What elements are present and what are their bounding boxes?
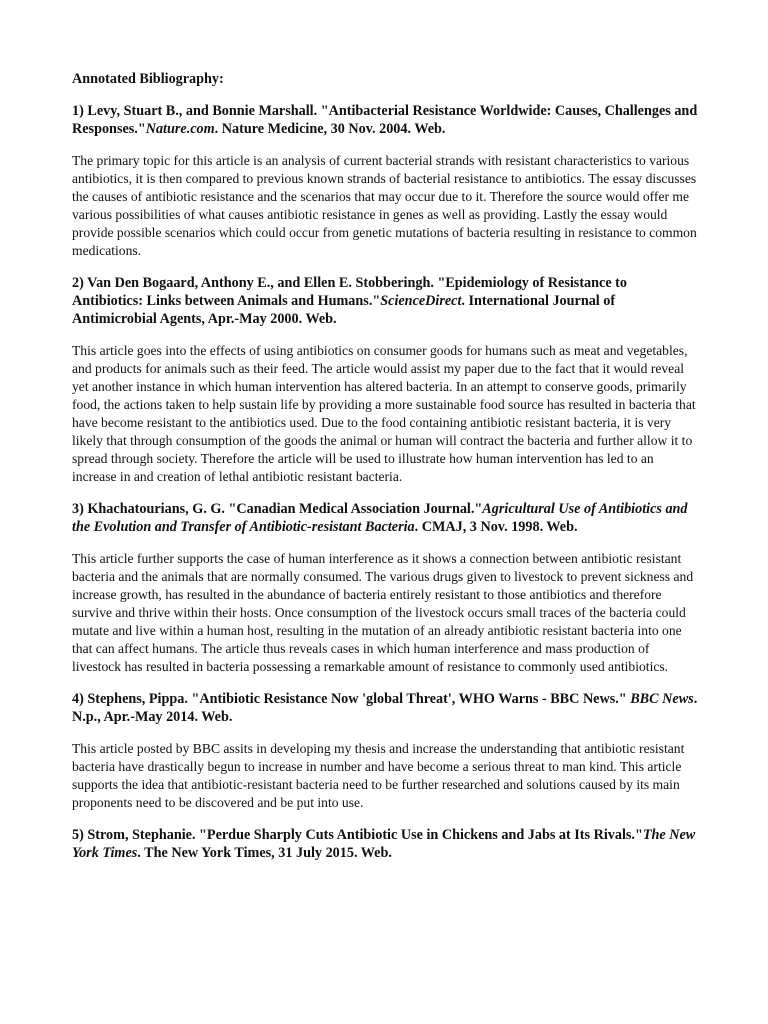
entry-number: 3): [72, 501, 84, 517]
citation: [72, 690, 700, 726]
annotation-paragraph: The primary topic for this article is an analysis of current bacterial strands with resistant characteristics to various antibiotics, it is then compared to previous known strands of bacterial resistance to antibiotics. The essay discusses the causes of antibiotic resistance and the scenarios that may occur due to it. Therefore the source would offer me various possibilities of what causes antibiotic resistance in genes as well as providing. Lastly the essay would provide possible scenarios which could occur from genetic mutations of bacteria resulting in resistance to common medications.: [72, 153, 697, 258]
entry-number: 4): [72, 691, 84, 707]
citation-text: Stephens, Pippa. "Antibiotic Resistance Now 'global Threat', WHO Warns - BBC News.": [87, 691, 631, 707]
annotation-paragraph: This article further supports the case of human interference as it shows a connection between antibiotic resistant bacteria and the animals that are normally consumed. The various drugs given to livestock to prevent sickness and increase growth, has resulted in the abundance of bacteria entirely resistant to those antibiotics and therefore survive and thrive within their hosts. Once consumption of the livestock occurs small traces of the bacteria could mutate and live within a human host, resulting in the mutation of an already antibiotic resistant bacteria into one that can affect humans. The article thus reveals cases in which human interference and mass production of livestock has resulted in bacteria possessing a remarkable amount of resistance to commonly used antibiotics.: [72, 551, 694, 674]
bibliography-entry-3: [72, 500, 700, 676]
citation: [72, 500, 700, 536]
bibliography-entry-5: [72, 826, 700, 862]
citation-publication: . N.p., Apr.-May 2014. Web.: [72, 691, 698, 725]
citation-text: Levy, Stuart B., and Bonnie Marshall. "Antibacterial Resistance Worldwide: Causes, Challenges and Responses.": [72, 103, 698, 137]
bibliography-entry-1: [72, 102, 700, 260]
citation-text: Van Den Bogaard, Anthony E., and Ellen E. Stobberingh. "Epidemiology of Resistance to Antibiotics: Links between Animals and Humans.": [72, 275, 627, 309]
citation-text: Khachatourians, G. G. "Canadian Medical Association Journal.": [87, 501, 483, 517]
bibliography-entry-2: [72, 274, 700, 486]
citation: [72, 274, 700, 328]
document-heading: Annotated Bibliography:: [72, 71, 224, 87]
entry-number: 5): [72, 827, 84, 843]
annotation-paragraph: This article goes into the effects of using antibiotics on consumer goods for humans such as meat and vegetables, and products for animals such as their feed. The article would assist my paper due to the fact that it would reveal yet another instance in which human intervention has altered bacteria. In an attempt to conserve goods, primarily food, the actions taken to help sustain life by providing a more sustainable food source has resulted in bacteria that have become resistant to the antibiotics used. Due to the food containing antibiotic resistant bacteria, it is very likely that through consumption of the goods the animal or human will contract the bacteria and further allow it to spread through society. Therefore the article will be used to illustrate how human intervention has led to an increase in and creation of lethal antibiotic resistant bacteria.: [72, 343, 696, 484]
bibliography-entry-4: [72, 690, 700, 812]
citation-source-title: ScienceDirect: [380, 293, 462, 309]
entry-number: 2): [72, 275, 84, 291]
entry-number: 1): [72, 103, 84, 119]
citation-text: Strom, Stephanie. "Perdue Sharply Cuts Antibiotic Use in Chickens and Jabs at Its Rivals.": [87, 827, 643, 843]
document-page: [72, 70, 700, 876]
citation-source-title: Agricultural Use of Antibiotics and the Evolution and Transfer of Antibiotic-resistant Bacteria: [72, 501, 688, 535]
citation-publication: . Nature Medicine, 30 Nov. 2004. Web.: [214, 121, 446, 137]
citation-source-title: BBC News: [630, 691, 694, 707]
citation-publication: . International Journal of Antimicrobial Agents, Apr.-May 2000. Web.: [72, 293, 616, 327]
citation-source-title: The New York Times: [72, 827, 696, 861]
citation-publication: . The New York Times, 31 July 2015. Web.: [137, 845, 392, 861]
citation-source-title: Nature.com: [145, 121, 215, 137]
citation: [72, 102, 700, 138]
citation: [72, 826, 700, 862]
citation-publication: . CMAJ, 3 Nov. 1998. Web.: [414, 519, 578, 535]
annotation-paragraph: This article posted by BBC assits in developing my thesis and increase the understanding that antibiotic resistant bacteria have drastically begun to increase in number and have become a serious threat to man kind. This article supports the idea that antibiotic-resistant bacteria need to be further researched and solutions caused by its main proponents need to be discovered and be put into use.: [72, 741, 685, 810]
